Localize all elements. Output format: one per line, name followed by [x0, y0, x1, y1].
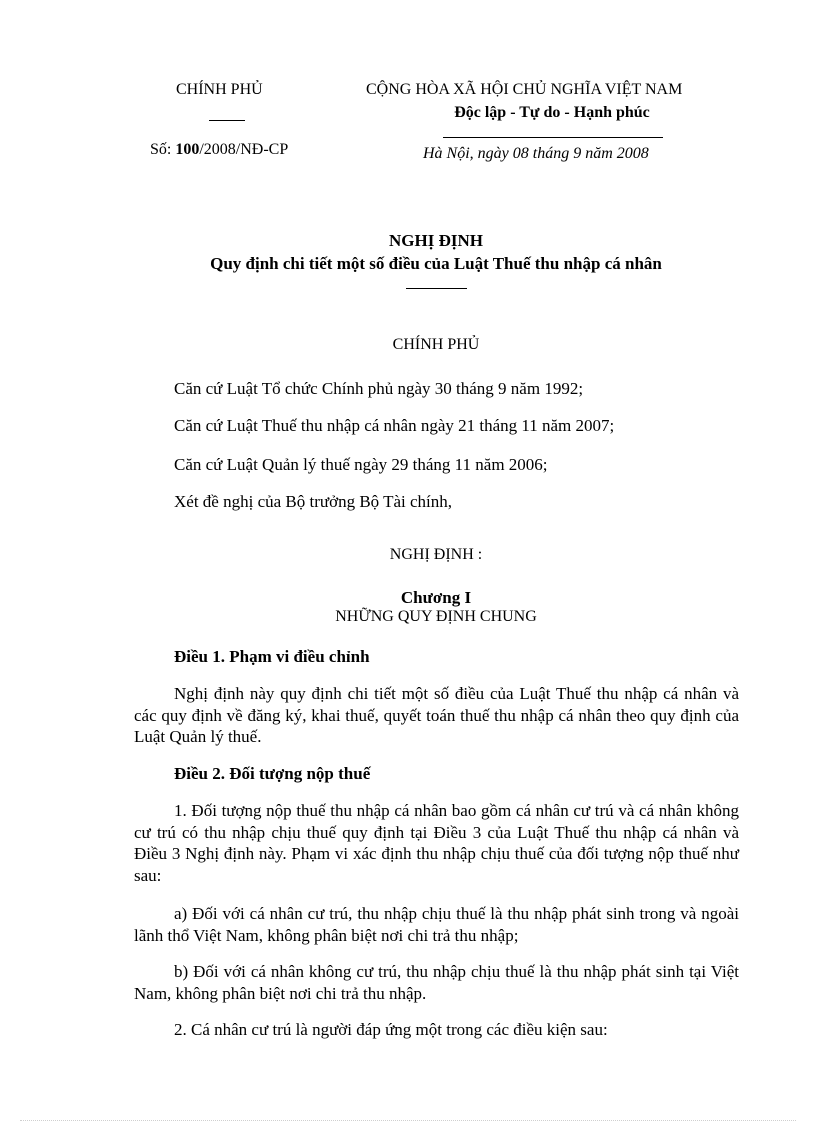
national-motto: Độc lập - Tự do - Hạnh phúc [454, 104, 650, 121]
decree-label: NGHỊ ĐỊNH : [389, 546, 483, 563]
clause-2: 2. Cá nhân cư trú là người đáp ứng một trong các điều kiện sau: [174, 1020, 608, 1039]
motto-underline [443, 137, 663, 138]
preamble-line: Căn cứ Luật Thuế thu nhập cá nhân ngày 21 tháng 11 năm 2007; [174, 416, 615, 435]
point-b: b) Đối với cá nhân không cư trú, thu nhập chịu thuế là thu nhập phát sinh tại Việt Nam, không phân biệt nơi chi trả thu nhập. [134, 962, 739, 1003]
agency-underline [209, 120, 245, 121]
article-body: Nghị định này quy định chi tiết một số điều của Luật Thuế thu nhập cá nhân và các quy định về đăng ký, khai thuế, quyết toán thuế thu nhập cá nhân theo quy định của Luật Quản lý thuế. [134, 684, 739, 746]
issuer-label: CHÍNH PHỦ [392, 336, 480, 353]
document-subtitle: Quy định chi tiết một số điều của Luật Thuế thu nhập cá nhân [210, 254, 662, 273]
issuing-agency: CHÍNH PHỦ [176, 81, 263, 98]
country-name: CỘNG HÒA XÃ HỘI CHỦ NGHĨA VIỆT NAM [366, 81, 683, 98]
article-heading: Điều 1. Phạm vi điều chỉnh [174, 647, 370, 666]
chapter-title: Chương I [400, 588, 472, 607]
document-number: Số: 100/2008/NĐ-CP [150, 141, 289, 158]
document-title: NGHỊ ĐỊNH [389, 231, 483, 250]
point-a: a) Đối với cá nhân cư trú, thu nhập chịu thuế là thu nhập phát sinh trong và ngoài lãnh thổ Việt Nam, không phân biệt nơi chi trả thu nhập; [134, 904, 739, 945]
clause-1: 1. Đối tượng nộp thuế thu nhập cá nhân bao gồm cá nhân cư trú và cá nhân không cư trú có thu nhập chịu thuế quy định tại Điều 3 của Luật Thuế thu nhập cá nhân và Điều 3 Nghị định này. Phạm vi xác định thu nhập chịu thuế của đối tượng nộp thuế như sau: [134, 801, 739, 885]
chapter-name: NHỮNG QUY ĐỊNH CHUNG [335, 608, 537, 625]
preamble-line: Căn cứ Luật Quản lý thuế ngày 29 tháng 11 năm 2006; [174, 455, 548, 474]
issue-date: Hà Nội, ngày 08 tháng 9 năm 2008 [423, 145, 649, 162]
page-bottom-border [20, 1120, 796, 1121]
article-heading: Điều 2. Đối tượng nộp thuế [174, 764, 371, 783]
preamble-line: Xét đề nghị của Bộ trưởng Bộ Tài chính, [174, 492, 453, 511]
preamble-line: Căn cứ Luật Tổ chức Chính phủ ngày 30 tháng 9 năm 1992; [174, 379, 584, 398]
title-underline [406, 288, 467, 289]
